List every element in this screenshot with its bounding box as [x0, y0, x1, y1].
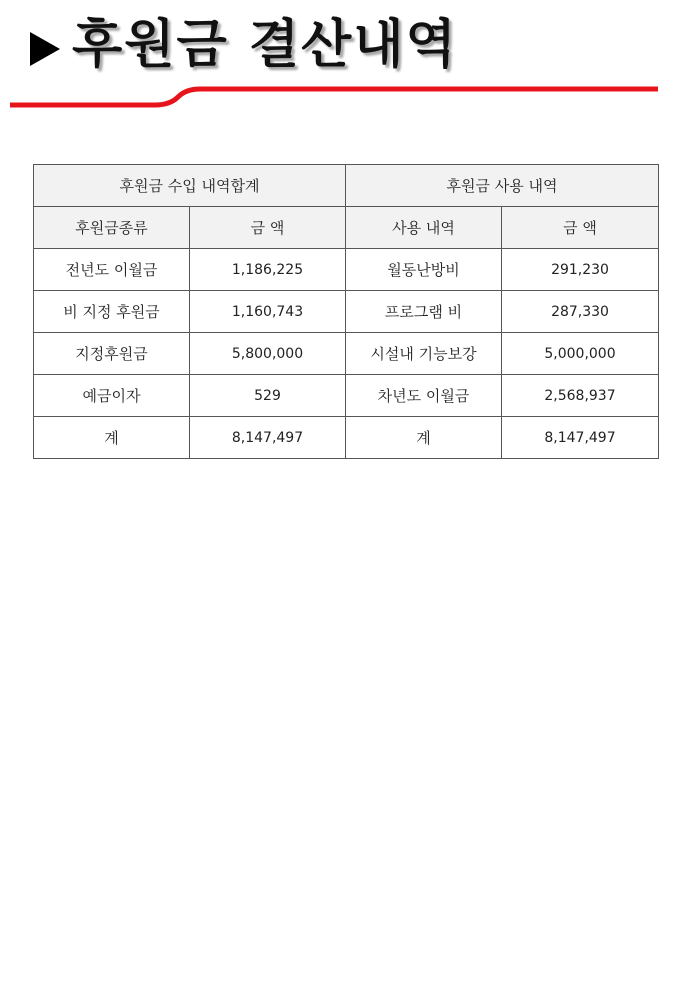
expense-type-cell: 차년도 이월금 — [346, 375, 502, 417]
expense-amount-cell: 287,330 — [502, 291, 659, 333]
income-type-cell: 지정후원금 — [34, 333, 190, 375]
expense-type-cell: 시설내 기능보강 — [346, 333, 502, 375]
expense-amount-cell: 2,568,937 — [502, 375, 659, 417]
income-total-amount-cell: 8,147,497 — [190, 417, 346, 459]
income-type-cell: 비 지정 후원금 — [34, 291, 190, 333]
expense-total-amount-cell: 8,147,497 — [502, 417, 659, 459]
table-row — [34, 291, 659, 333]
page-header — [0, 0, 692, 120]
expense-type-cell: 월동난방비 — [346, 249, 502, 291]
table-row — [34, 249, 659, 291]
table-row — [34, 375, 659, 417]
table-group-header-row — [34, 165, 659, 207]
expense-amount-cell: 291,230 — [502, 249, 659, 291]
page-title: 후원금 결산내역 — [72, 15, 458, 75]
income-amount-cell: 1,186,225 — [190, 249, 346, 291]
settlement-table — [33, 164, 659, 459]
income-group-header: 후원금 수입 내역합계 — [34, 165, 346, 207]
income-amount-cell: 1,160,743 — [190, 291, 346, 333]
expense-group-header: 후원금 사용 내역 — [346, 165, 659, 207]
table-column-header-row — [34, 207, 659, 249]
income-amount-cell: 5,800,000 — [190, 333, 346, 375]
expense-type-column-header: 사용 내역 — [346, 207, 502, 249]
expense-type-cell: 프로그램 비 — [346, 291, 502, 333]
right-triangle-icon — [30, 32, 60, 66]
expense-total-label-cell: 계 — [346, 417, 502, 459]
table-row — [34, 333, 659, 375]
income-amount-cell: 529 — [190, 375, 346, 417]
expense-amount-cell: 5,000,000 — [502, 333, 659, 375]
income-total-label-cell: 계 — [34, 417, 190, 459]
income-type-cell: 전년도 이월금 — [34, 249, 190, 291]
table-total-row — [34, 417, 659, 459]
income-type-cell: 예금이자 — [34, 375, 190, 417]
income-amount-column-header: 금 액 — [190, 207, 346, 249]
title-underline — [0, 80, 692, 120]
expense-amount-column-header: 금 액 — [502, 207, 659, 249]
settlement-table-container — [33, 164, 658, 459]
income-type-column-header: 후원금종류 — [34, 207, 190, 249]
